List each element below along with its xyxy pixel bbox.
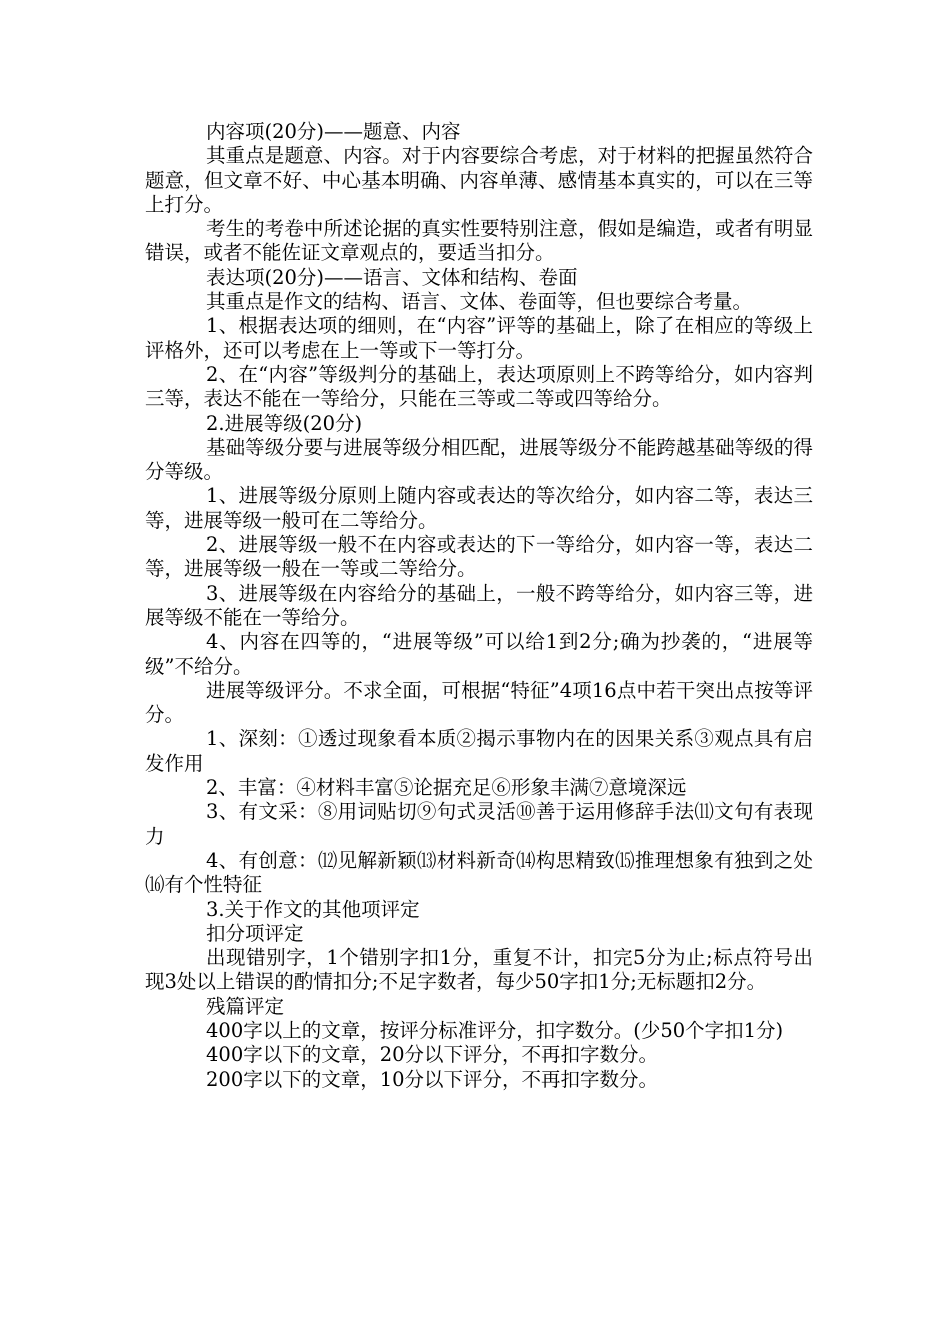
- list-item: 2、进展等级一般不在内容或表达的下一等给分，如内容一等，表达二等，进展等级一般在一等或二等给分。: [145, 533, 813, 581]
- list-item: 4、内容在四等的，“进展等级”可以给1到2分;确为抄袭的，“进展等级”不给分。: [145, 630, 813, 678]
- list-item: 1、进展等级分原则上随内容或表达的等次给分，如内容二等，表达三等，进展等级一般可在二等给分。: [145, 484, 813, 532]
- paragraph: 其重点是作文的结构、语言、文体、卷面等，但也要综合考量。: [206, 290, 753, 314]
- document-page: [145, 120, 813, 1092]
- heading-other-items: 3.关于作文的其他项评定: [206, 897, 420, 921]
- paragraph: 400字以上的文章，按评分标准评分，扣字数分。(少50个字扣1分): [206, 1018, 784, 1042]
- subheading-incomplete: 残篇评定: [206, 994, 285, 1018]
- paragraph: 其重点是题意、内容。对于内容要综合考虑，对于材料的把握虽然符合题意，但文章不好、中心基本明确、内容单薄、感情基本真实的，可以在三等上打分。: [145, 144, 813, 216]
- list-item: 2、在“内容”等级判分的基础上，表达项原则上不跨等给分，如内容判三等，表达不能在一等给分，只能在三等或二等或四等给分。: [145, 362, 813, 411]
- paragraph: 考生的考卷中所述论据的真实性要特别注意，假如是编造，或者有明显错误，或者不能佐证文章观点的，要适当扣分。: [145, 217, 813, 265]
- heading-progress-level: 2.进展等级(20分): [206, 411, 363, 435]
- subheading-deduction: 扣分项评定: [206, 921, 304, 945]
- list-item: 3、进展等级在内容给分的基础上，一般不跨等给分，如内容三等，进展等级不能在一等给分。: [145, 581, 813, 629]
- heading-expression-item: 表达项(20分)——语言、文体和结构、卷面: [206, 265, 578, 289]
- paragraph: 进展等级评分。不求全面，可根据“特征”4项16点中若干突出点按等评分。: [145, 678, 813, 727]
- heading-content-item: 内容项(20分)——题意、内容: [206, 120, 461, 143]
- paragraph: 400字以下的文章，20分以下评分，不再扣字数分。: [206, 1043, 659, 1067]
- paragraph: 出现错别字，1个错别字扣1分，重复不计，扣完5分为止;标点符号出现3处以上错误的酌情扣分;不足字数者，每少50字扣1分;无标题扣2分。: [145, 946, 813, 994]
- list-item: 2、丰富：④材料丰富⑤论据充足⑥形象丰满⑦意境深远: [206, 776, 687, 800]
- list-item: 3、有文采：⑧用词贴切⑨句式灵活⑩善于运用修辞手法⑾文句有表现力: [145, 800, 813, 848]
- paragraph: 基础等级分要与进展等级分相匹配，进展等级分不能跨越基础等级的得分等级。: [145, 435, 813, 484]
- list-item: 4、有创意：⑿见解新颖⒀材料新奇⒁构思精致⒂推理想象有独到之处⒃有个性特征: [145, 848, 813, 897]
- list-item: 1、深刻：①透过现象看本质②揭示事物内在的因果关系③观点具有启发作用: [145, 727, 813, 775]
- paragraph: 200字以下的文章，10分以下评分，不再扣字数分。: [206, 1067, 659, 1091]
- list-item: 1、根据表达项的细则，在“内容”评等的基础上，除了在相应的等级上评格外，还可以考虑在上一等或下一等打分。: [145, 314, 813, 362]
